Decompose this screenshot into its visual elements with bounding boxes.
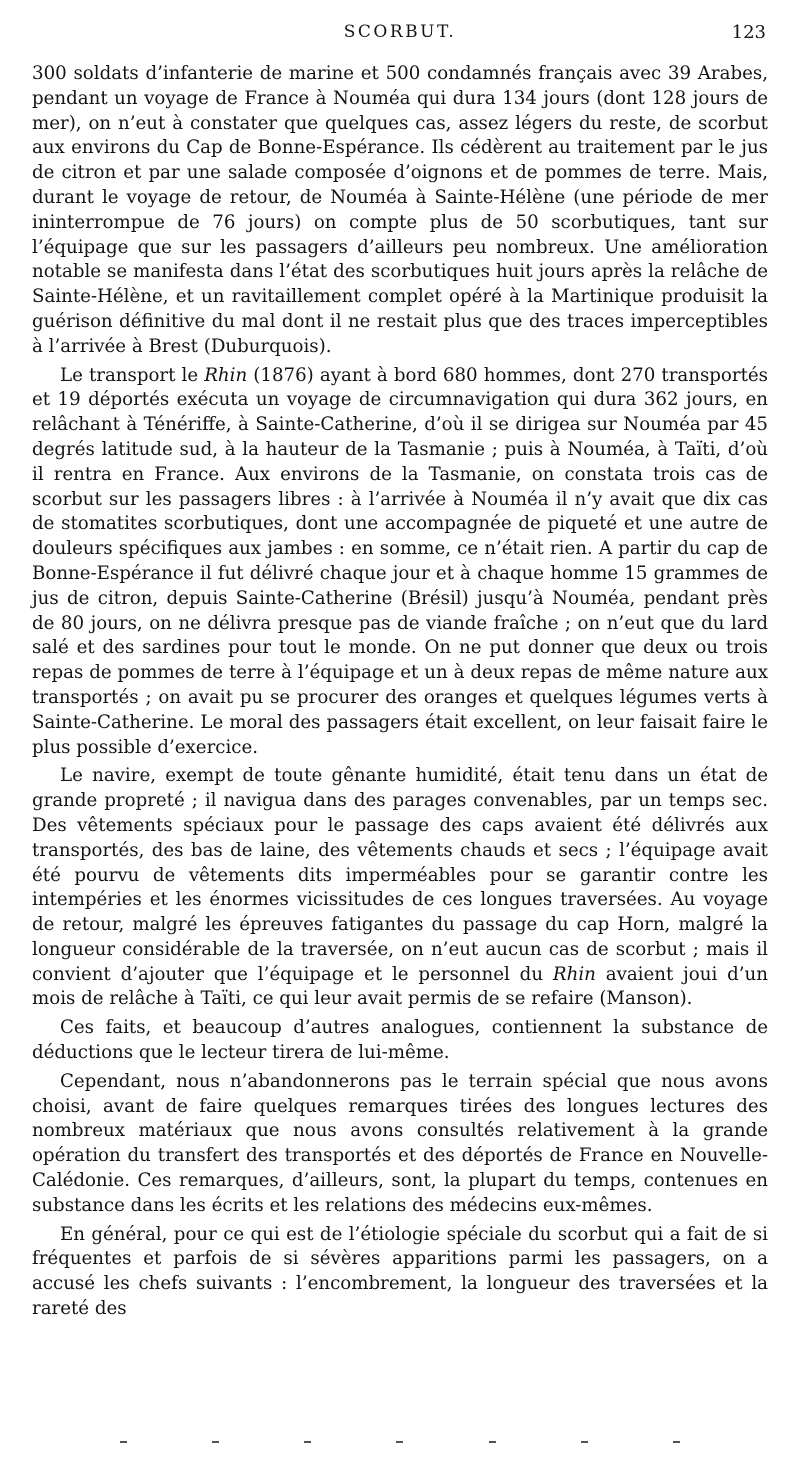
print-mark	[581, 1441, 588, 1443]
text-run: Cependant, nous n’abandonnerons pas le terrain spécial que nous avons choisi, avant de faire quelques remarques tirées des longues lectures des nombreux matériaux que nous avons consultés relativement à la grande opération du transfert des transportés et des déportés de France en Nouvelle-Calédonie. Ces remarques, d’ailleurs, sont, la plupart du temps, contenues en substance dans les écrits et les relations des médecins eux-mêmes.	[32, 1070, 768, 1216]
body-text	[32, 62, 768, 1322]
running-head	[30, 0, 770, 46]
footer-print-marks	[120, 1441, 680, 1443]
print-mark	[120, 1441, 127, 1443]
paragraph	[32, 1223, 768, 1322]
book-page	[30, 0, 770, 1479]
text-run: Ces faits, et beaucoup d’autres analogues, contiennent la substance de déductions que le lecteur tirera de lui-même.	[32, 1017, 768, 1064]
paragraph	[32, 764, 768, 1012]
print-mark	[212, 1441, 219, 1443]
text-run: Le transport le	[60, 364, 205, 386]
paragraph	[32, 364, 768, 761]
paragraph	[32, 1070, 768, 1219]
print-mark	[673, 1441, 680, 1443]
print-mark	[489, 1441, 496, 1443]
page-number: 123	[731, 22, 766, 43]
text-run: (1876) ayant à bord 680 hommes, dont 270 transportés et 19 déportés exécuta un voyage de circumnavigation qui dura 362 jours, en relâchant à Ténériffe, à Sainte-Catherine, d’où il se dirigea sur Nouméa par 45 degrés latitude sud, à la hauteur de la Tasmanie ; puis à Nouméa, à Taïti, d’où il rentra en France. Aux environs de la Tasmanie, on constata trois cas de scorbut sur les passagers libres : à l’arrivée à Nouméa il n’y avait que dix cas de stomatites scorbutiques, dont une accompagnée de piqueté et une autre de douleurs spécifiques aux jambes : en somme, ce n’était rien. A partir du cap de Bonne-Espérance il fut délivré chaque jour et à chaque homme 15 grammes de jus de citron, depuis Sainte-Catherine (Brésil) jusqu’à Nouméa, pendant près de 80 jours, on ne délivra presque pas de viande fraîche ; on n’eut que du lard salé et des sardines pour tout le monde. On ne put donner que deux ou trois repas de pommes de terre à l’équipage et un à deux repas de même nature aux transportés ; on avait pu se procurer des oranges et quelques légumes verts à Sainte-Catherine. Le moral des passagers était excellent, on leur faisait faire le plus possible d’exercice.	[32, 364, 768, 758]
italic-ship-name: Rhin	[552, 963, 596, 985]
text-run: 300 soldats d’infanterie de marine et 500 condamnés français avec 39 Arabes, pendant un voyage de France à Nouméa qui dura 134 jours (dont 128 jours de mer), on n’eut à constater que quelques cas, assez légers du reste, de scorbut aux environs du Cap de Bonne-Espérance. Ils cédèrent au traitement par le jus de citron et par une salade composée d’oignons et de pommes de terre. Mais, durant le voyage de retour, de Nouméa à Sainte-Hélène (une période de mer ininterrompue de 76 jours) on compte plus de 50 scorbutiques, tant sur l’équipage que sur les passagers d’ailleurs peu nombreux. Une amélioration notable se manifesta dans l’état des scorbutiques huit jours après la relâche de Sainte-Hélène, et un ravitaillement complet opéré à la Martinique produisit la guérison définitive du mal dont il ne restait plus que des traces imperceptibles à l’arrivée à Brest (Duburquois).	[32, 63, 768, 357]
text-run: avaient joui d’un mois de relâche à Taïti, ce qui leur avait permis de se refaire (Manson).	[32, 963, 768, 1010]
text-run: En général, pour ce qui est de l’étiologie spéciale du scorbut qui a fait de si fréquentes et parfois de si sévères apparitions parmi les passagers, on a accusé les chefs suivants : l’encombrement, la longueur des traversées et la rareté des	[32, 1223, 768, 1320]
running-title: SCORBUT.	[343, 22, 457, 42]
italic-ship-name: Rhin	[204, 364, 248, 386]
paragraph	[32, 62, 768, 360]
print-mark	[396, 1441, 403, 1443]
paragraph	[32, 1016, 768, 1066]
print-mark	[304, 1441, 311, 1443]
text-run: Le navire, exempt de toute gênante humidité, était tenu dans un état de grande propreté ; il navigua dans des parages convenables, par un temps sec. Des vêtements spéciaux pour le passage des caps avaient été délivrés aux transportés, des bas de laine, des vêtements chauds et secs ; l’équipage avait été pourvu de vêtements dits imperméables pour se garantir contre les intempéries et les énormes vicissitudes de ces longues traversées. Au voyage de retour, malgré les épreuves fatigantes du passage du cap Horn, malgré la longueur considérable de la traversée, on n’eut aucun cas de scorbut ; mais il convient d’ajouter que l’équipage et le personnel du	[32, 765, 768, 985]
